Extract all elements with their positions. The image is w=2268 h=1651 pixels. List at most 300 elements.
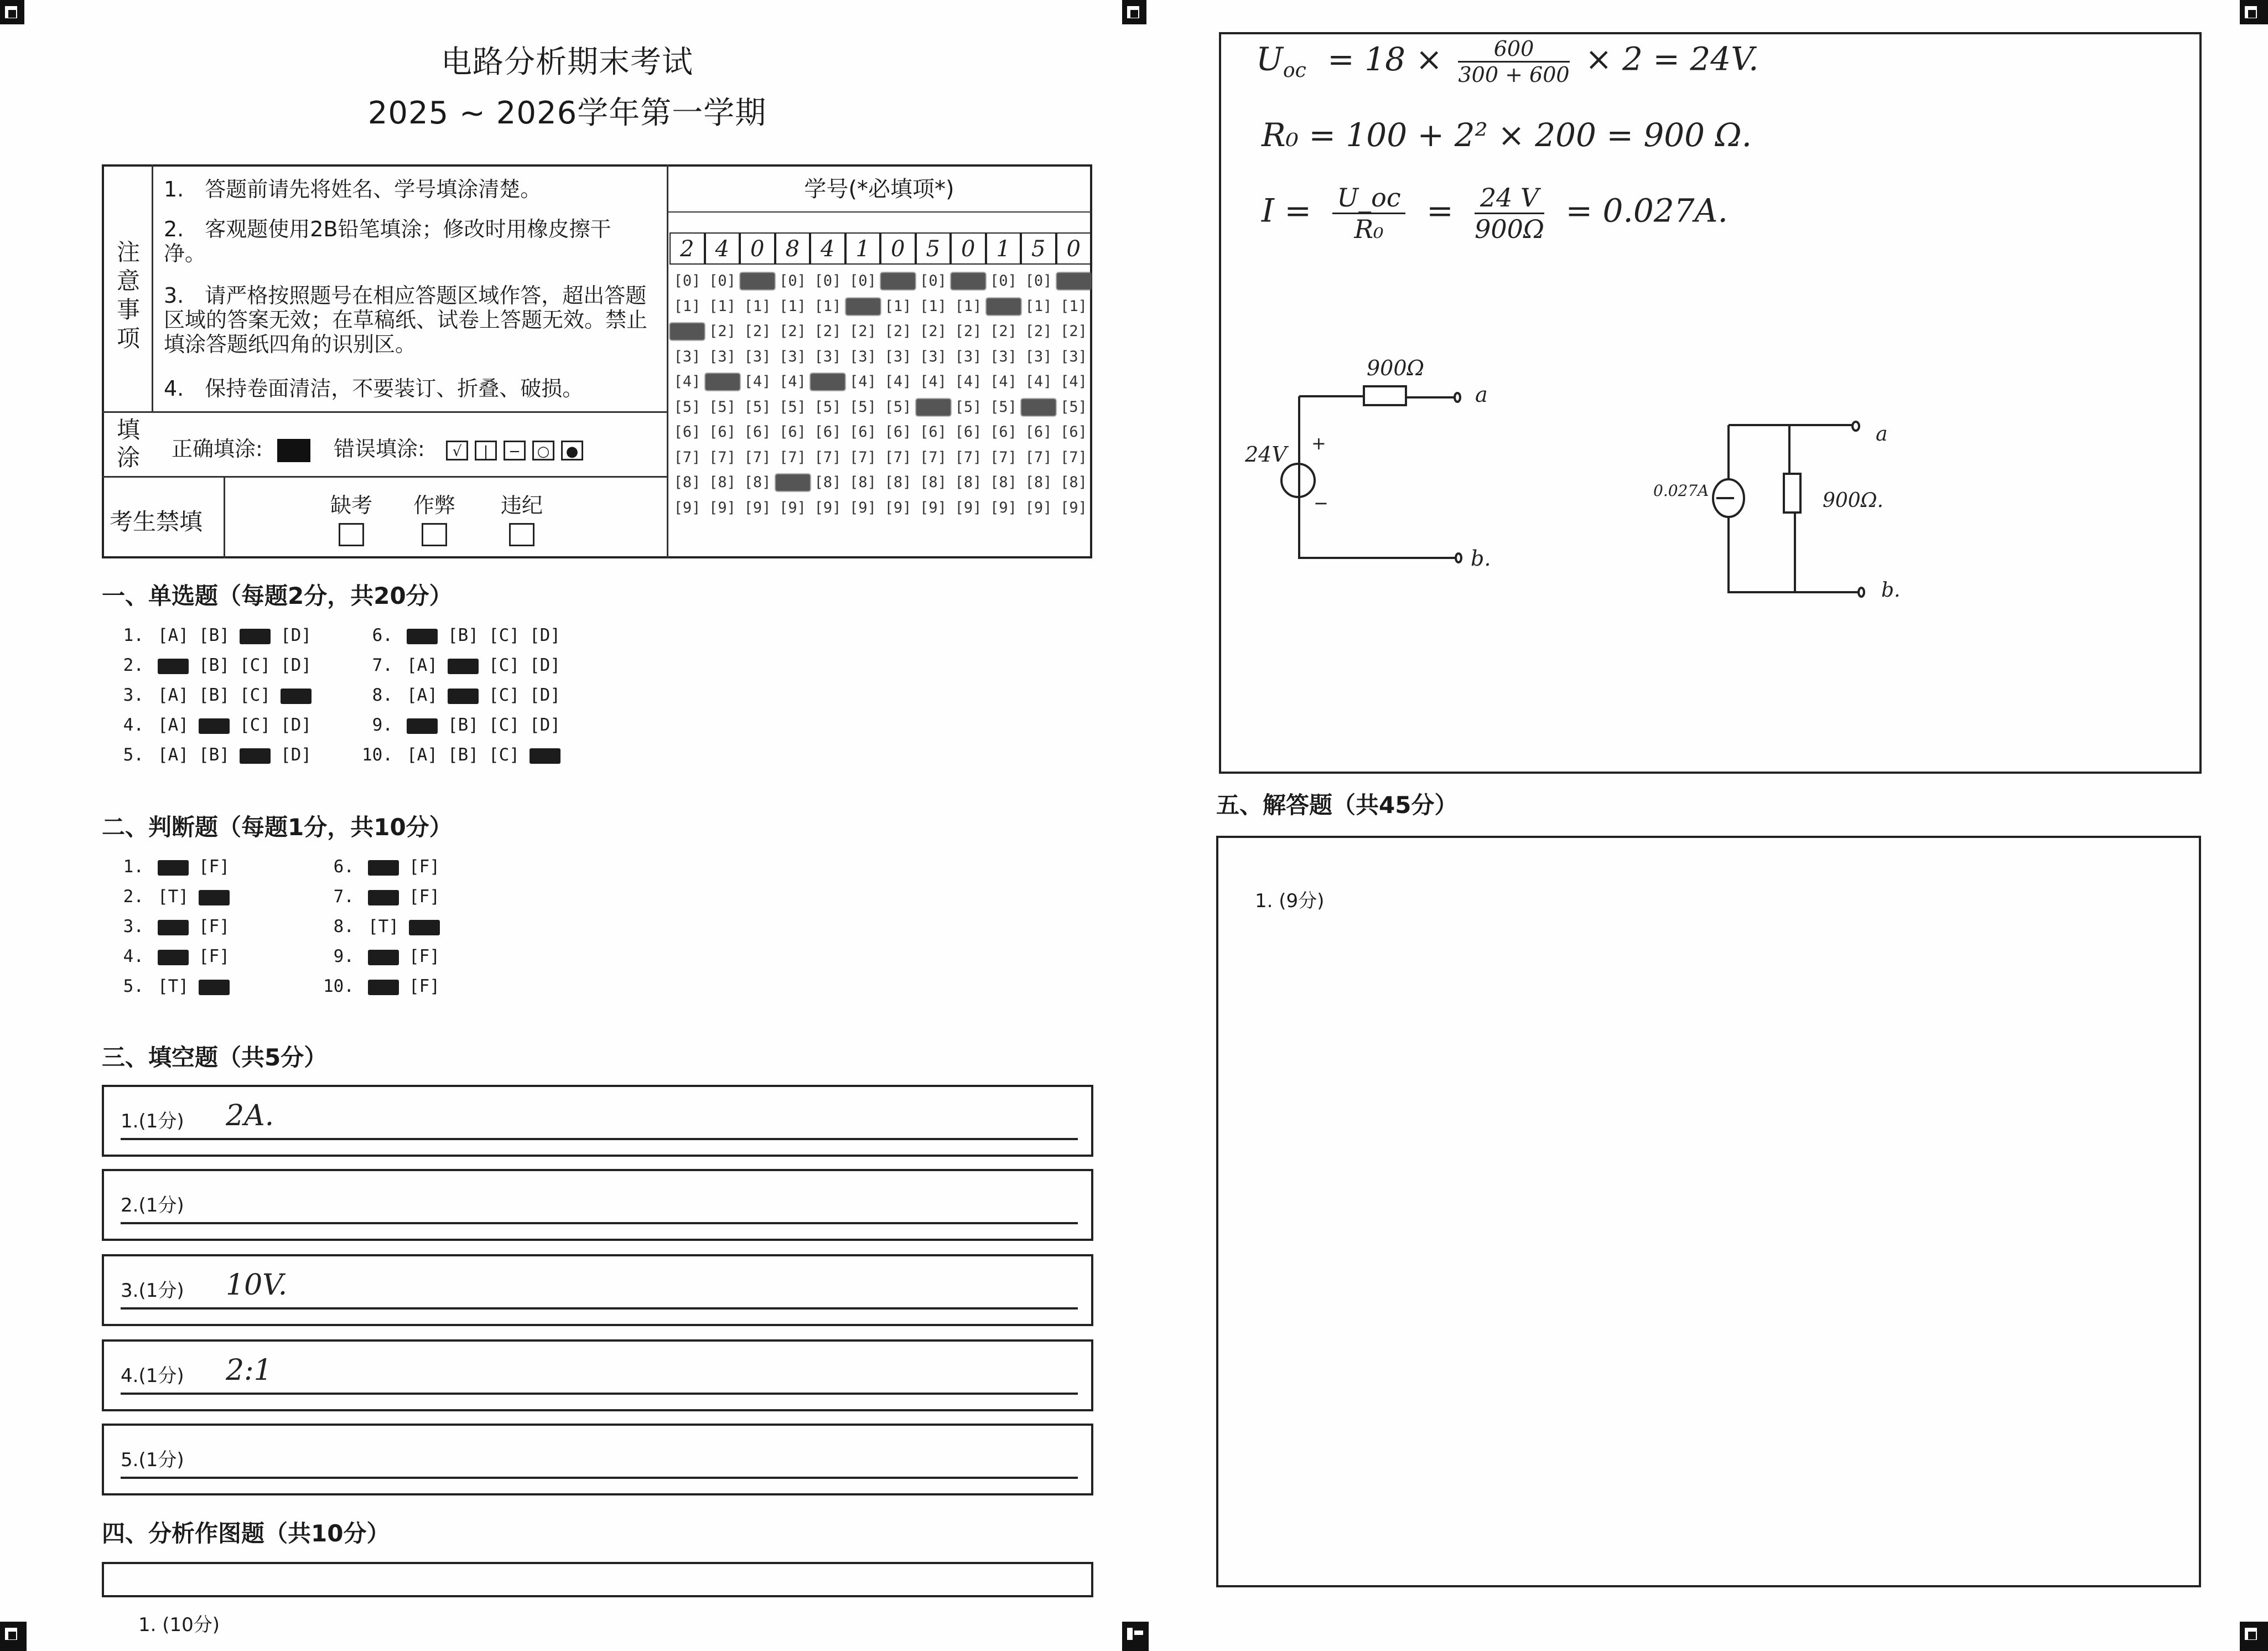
single-choice-question <box>105 715 316 735</box>
student-id-bubble[interactable]: [6] <box>954 423 982 441</box>
student-id-bubble[interactable]: [6] <box>849 423 876 441</box>
true-false-option-f[interactable]: [F] <box>409 887 440 907</box>
single-choice-option-b[interactable]: [B] <box>199 685 230 705</box>
single-choice-option-a-selected[interactable] <box>407 718 438 734</box>
student-id-bubble[interactable]: [5] <box>884 398 912 416</box>
student-id-bubble-filled[interactable] <box>1056 272 1092 290</box>
circuit1-terminal-b <box>1456 553 1461 562</box>
single-choice-number: 5. <box>123 745 144 765</box>
true-false-option-f[interactable]: [F] <box>409 857 440 877</box>
student-id-bubble[interactable]: [1] <box>920 297 947 315</box>
true-false-option-t-selected[interactable] <box>158 920 189 935</box>
single-choice-option-c[interactable]: [C] <box>489 655 520 675</box>
student-id-bubble[interactable]: [9] <box>673 499 701 516</box>
student-id-bubble[interactable]: [8] <box>709 474 736 491</box>
true-false-option-f[interactable]: [F] <box>199 857 230 877</box>
student-id-bubble[interactable]: [1] <box>709 297 736 315</box>
norton-circuit-diagram <box>1638 398 1948 609</box>
true-false-question <box>315 857 445 877</box>
single-choice-option-c[interactable]: [C] <box>489 745 520 765</box>
student-id-bubble[interactable]: [2] <box>779 323 806 340</box>
student-id-bubble[interactable]: [1] <box>744 297 771 315</box>
fill-blank-item[interactable] <box>102 1085 1093 1157</box>
circuit1-resistor-label: 900Ω <box>1367 356 1425 380</box>
student-id-bubble[interactable]: [0] <box>920 272 947 289</box>
student-id-bubble[interactable]: [4] <box>673 373 701 390</box>
proctor-absent: 缺考 <box>321 488 382 546</box>
student-id-bubble[interactable]: [2] <box>884 323 912 340</box>
wrong-fill-bar-icon: | <box>475 441 497 460</box>
wrong-fill-circle-icon: ○ <box>532 441 554 460</box>
single-choice-number: 6. <box>372 625 393 645</box>
student-id-bubbles <box>669 272 1091 549</box>
single-choice-option-b-selected[interactable] <box>199 718 230 734</box>
student-id-digit[interactable]: 0 <box>951 232 986 265</box>
fill-blank-label: 2.(1分) <box>121 1194 184 1217</box>
true-false-option-f-selected[interactable] <box>409 920 440 935</box>
true-false-option-t[interactable]: [T] <box>368 917 399 936</box>
single-choice-area <box>105 625 603 769</box>
student-id-bubble[interactable]: [8] <box>673 474 701 491</box>
true-false-question <box>315 976 445 996</box>
student-id-bubble[interactable]: [3] <box>990 348 1017 365</box>
true-false-number: 3. <box>123 917 144 936</box>
circuit2-resistor-label: 900Ω. <box>1823 489 1884 512</box>
true-false-option-f-selected[interactable] <box>199 890 230 905</box>
wrong-fill-check-icon: √ <box>446 441 468 460</box>
single-choice-option-c-selected[interactable] <box>240 629 271 644</box>
single-choice-option-d[interactable]: [D] <box>530 685 560 705</box>
student-id-bubble[interactable]: [7] <box>1025 448 1052 466</box>
student-id-bubble[interactable]: [2] <box>849 323 876 340</box>
single-choice-number: 2. <box>123 655 144 675</box>
circuit2-node-a: a <box>1876 423 1888 446</box>
single-choice-option-a-selected[interactable] <box>407 629 438 644</box>
student-id-bubble[interactable]: [1] <box>1025 297 1052 315</box>
fill-blank-item[interactable] <box>102 1339 1093 1411</box>
wrong-fill-dash-icon: − <box>504 441 526 460</box>
single-choice-option-b[interactable]: [B] <box>448 745 479 765</box>
true-false-option-t-selected[interactable] <box>368 950 399 965</box>
true-false-number: 9. <box>333 946 354 966</box>
student-id-bubble[interactable]: [9] <box>814 499 842 516</box>
essay-answer-box[interactable] <box>1216 836 2201 1587</box>
single-choice-title: 一、单选题（每题2分，共20分） <box>102 582 453 609</box>
fill-blank-item[interactable] <box>102 1424 1093 1495</box>
student-id-bubble[interactable]: [3] <box>954 348 982 365</box>
student-id-bubble[interactable]: [0] <box>779 272 806 289</box>
student-id-bubble[interactable]: [9] <box>709 499 736 516</box>
single-choice-option-a[interactable]: [A] <box>158 625 189 645</box>
true-false-option-t-selected[interactable] <box>158 860 189 876</box>
corner-marker-bottom-right <box>2240 1622 2268 1651</box>
single-choice-number: 9. <box>372 715 393 735</box>
true-false-question <box>105 976 235 996</box>
student-id-bubble-filled[interactable] <box>705 373 740 391</box>
student-id-digit[interactable]: 1 <box>845 232 881 265</box>
single-choice-option-c[interactable]: [C] <box>489 625 520 645</box>
single-choice-option-d[interactable]: [D] <box>281 745 312 765</box>
student-id-bubble[interactable]: [6] <box>709 423 736 441</box>
student-id-bubble[interactable]: [1] <box>814 297 842 315</box>
student-id-bubble[interactable]: [2] <box>744 323 771 340</box>
single-choice-number: 4. <box>123 715 144 735</box>
student-id-bubble[interactable]: [6] <box>1060 423 1087 441</box>
student-id-bubble[interactable]: [6] <box>744 423 771 441</box>
student-id-bubble[interactable]: [2] <box>814 323 842 340</box>
student-id-bubble[interactable]: [9] <box>990 499 1017 516</box>
student-id-digit[interactable]: 5 <box>916 232 951 265</box>
student-id-bubble[interactable]: [2] <box>920 323 947 340</box>
student-id-bubble[interactable]: [2] <box>1025 323 1052 340</box>
true-false-option-f[interactable]: [F] <box>199 946 230 966</box>
student-id-bubble[interactable]: [8] <box>1060 474 1087 491</box>
fill-guide-side-label: 填 涂 <box>116 416 140 471</box>
single-choice-option-d[interactable]: [D] <box>281 715 312 735</box>
true-false-number: 10. <box>323 976 354 996</box>
student-id-bubble[interactable]: [8] <box>1025 474 1052 491</box>
circuit2-node-b: b. <box>1881 579 1901 602</box>
student-id-bubble[interactable]: [7] <box>673 448 701 466</box>
student-id-bubble[interactable]: [4] <box>779 373 806 390</box>
student-id-bubble[interactable]: [1] <box>884 297 912 315</box>
single-choice-option-d-selected[interactable] <box>530 748 560 764</box>
student-id-bubble[interactable]: [7] <box>1060 448 1087 466</box>
proctor-violation-checkbox[interactable] <box>509 523 534 546</box>
single-choice-option-d[interactable]: [D] <box>530 625 560 645</box>
notice-item-4: 4. 保持卷面清洁，不要装订、折叠、破损。 <box>164 376 584 401</box>
true-false-option-t-selected[interactable] <box>158 950 189 965</box>
student-id-digit[interactable]: 1 <box>986 232 1021 265</box>
student-id-bubble[interactable]: [6] <box>920 423 947 441</box>
single-choice-option-a[interactable]: [A] <box>158 685 189 705</box>
student-id-bubble[interactable]: [6] <box>779 423 806 441</box>
fill-blank-answer[interactable]: 2:1 <box>226 1354 272 1387</box>
exam-term: 2025 ~ 2026学年第一学期 <box>367 95 767 131</box>
fill-blank-answer[interactable]: 10V. <box>226 1269 288 1302</box>
single-choice-option-d[interactable]: [D] <box>530 715 560 735</box>
student-id-bubble[interactable]: [6] <box>814 423 842 441</box>
student-id-bubble[interactable]: [1] <box>673 297 701 315</box>
fill-guide-row <box>172 432 590 462</box>
student-id-bubble[interactable]: [5] <box>814 398 842 416</box>
single-choice-option-c[interactable]: [C] <box>240 715 271 735</box>
single-choice-option-d[interactable]: [D] <box>281 655 312 675</box>
student-id-bubble[interactable]: [3] <box>1025 348 1052 365</box>
student-id-digit[interactable]: 2 <box>669 232 705 265</box>
single-choice-option-a[interactable]: [A] <box>407 655 438 675</box>
true-false-option-t-selected[interactable] <box>368 860 399 876</box>
student-id-bubble[interactable]: [8] <box>990 474 1017 491</box>
student-id-bubble[interactable]: [1] <box>779 297 806 315</box>
formula-uoc: $U_{oc} = 18$ × $\frac{600}{300 + 600}$ × 2 = 24V. <box>1256 37 1759 87</box>
circuit1-minus: − <box>1314 493 1328 514</box>
student-id-bubble[interactable]: [1] <box>1060 297 1087 315</box>
student-id-bubble[interactable]: [6] <box>990 423 1017 441</box>
student-id-bubble[interactable]: [3] <box>673 348 701 365</box>
true-false-number: 1. <box>123 857 144 877</box>
single-choice-option-a[interactable]: [A] <box>407 745 438 765</box>
single-choice-question <box>105 685 316 705</box>
student-id-bubble[interactable]: [9] <box>884 499 912 516</box>
student-id-digits <box>669 232 1091 267</box>
single-choice-number: 7. <box>372 655 393 675</box>
fill-blank-label: 1.(1分) <box>121 1110 184 1132</box>
true-false-number: 7. <box>333 887 354 907</box>
student-id-bubble[interactable]: [4] <box>1060 373 1087 390</box>
student-id-bubble[interactable]: [3] <box>920 348 947 365</box>
corner-marker-top-left <box>0 0 24 24</box>
student-id-digit[interactable]: 0 <box>880 232 916 265</box>
single-choice-option-d-selected[interactable] <box>281 689 312 704</box>
student-id-bubble[interactable]: [3] <box>744 348 771 365</box>
true-false-option-t[interactable]: [T] <box>158 887 189 907</box>
fill-blank-underline <box>121 1138 1078 1140</box>
true-false-number: 4. <box>123 946 144 966</box>
student-id-bubble[interactable]: [0] <box>1025 272 1052 289</box>
single-choice-option-c-selected[interactable] <box>240 748 271 764</box>
single-choice-option-a[interactable]: [A] <box>158 715 189 735</box>
student-id-bubble-filled[interactable] <box>951 272 986 290</box>
student-id-bubble-filled[interactable] <box>880 272 916 290</box>
student-id-bubble[interactable]: [4] <box>954 373 982 390</box>
true-false-number: 2. <box>123 887 144 907</box>
student-id-bubble[interactable]: [7] <box>849 448 876 466</box>
essay-title: 五、解答题（共45分） <box>1216 791 1458 819</box>
fill-blank-underline <box>121 1393 1078 1395</box>
student-id-bubble[interactable]: [9] <box>1060 499 1087 516</box>
single-choice-question <box>105 625 316 645</box>
student-id-bubble[interactable]: [4] <box>744 373 771 390</box>
proctor-cheating-checkbox[interactable] <box>422 523 447 546</box>
single-choice-number: 8. <box>372 685 393 705</box>
student-id-bubble[interactable]: [7] <box>990 448 1017 466</box>
circuit1-node-b: b. <box>1471 546 1491 571</box>
wrong-fill-dot-icon: ● <box>561 441 583 460</box>
true-false-option-f[interactable]: [F] <box>409 946 440 966</box>
single-choice-option-a[interactable]: [A] <box>158 745 189 765</box>
single-choice-question <box>354 745 565 765</box>
true-false-question <box>105 917 235 936</box>
student-id-bubble[interactable]: [7] <box>779 448 806 466</box>
single-choice-option-c[interactable]: [C] <box>240 655 271 675</box>
student-id-bubble[interactable]: [7] <box>709 448 736 466</box>
fill-blank-answer[interactable]: 2A. <box>226 1099 274 1132</box>
proctor-cheating: 作弊 <box>404 488 465 546</box>
student-id-bubble[interactable]: [5] <box>990 398 1017 416</box>
fill-blank-label: 3.(1分) <box>121 1280 184 1302</box>
single-choice-question <box>105 745 316 765</box>
true-false-question <box>105 857 235 877</box>
student-id-bubble[interactable]: [5] <box>744 398 771 416</box>
student-id-bubble[interactable]: [7] <box>744 448 771 466</box>
student-id-bubble[interactable]: [2] <box>954 323 982 340</box>
student-id-bubble[interactable]: [1] <box>954 297 982 315</box>
student-id-bubble[interactable]: [4] <box>990 373 1017 390</box>
exam-title: 电路分析期末考试 <box>441 44 693 80</box>
student-id-bubble[interactable]: [4] <box>884 373 912 390</box>
fill-blank-item[interactable] <box>102 1254 1093 1326</box>
student-id-bubble[interactable]: [2] <box>709 323 736 340</box>
student-id-bubble[interactable]: [3] <box>779 348 806 365</box>
student-id-bubble[interactable]: [0] <box>709 272 736 289</box>
corner-marker-top-center <box>1122 0 1146 24</box>
student-id-digit[interactable]: 0 <box>740 232 775 265</box>
formula-current: I = $\frac{U\_oc}{\text{R₀}}$ = $\frac{24 V}{900\Omega}$ = 0.027A. <box>1262 183 1728 244</box>
essay-q1-label: 1. (9分) <box>1255 890 1325 912</box>
fill-blank-underline <box>121 1222 1078 1224</box>
student-id-bubble[interactable]: [6] <box>884 423 912 441</box>
analysis-q1-label: 1. (10分) <box>138 1614 220 1636</box>
student-id-bubble[interactable]: [2] <box>1060 323 1087 340</box>
student-id-bubble[interactable]: [4] <box>849 373 876 390</box>
single-choice-option-b[interactable]: [B] <box>448 715 479 735</box>
single-choice-number: 3. <box>123 685 144 705</box>
proctor-absent-checkbox[interactable] <box>339 523 364 546</box>
circuit1-resistor <box>1364 386 1406 405</box>
student-id-bubble[interactable]: [6] <box>673 423 701 441</box>
student-id-bubble[interactable]: [3] <box>849 348 876 365</box>
student-id-bubble[interactable]: [4] <box>920 373 947 390</box>
student-id-bubble[interactable]: [3] <box>709 348 736 365</box>
student-id-bubble-filled[interactable] <box>986 298 1021 315</box>
student-id-bubble[interactable]: [5] <box>673 398 701 416</box>
true-false-option-f[interactable]: [F] <box>199 917 230 936</box>
true-false-option-t-selected[interactable] <box>368 980 399 995</box>
student-id-bubble[interactable]: [7] <box>920 448 947 466</box>
true-false-option-f[interactable]: [F] <box>409 976 440 996</box>
student-id-bubble-filled[interactable] <box>775 474 811 491</box>
true-false-title: 二、判断题（每题1分，共10分） <box>102 814 453 841</box>
student-id-bubble[interactable]: [8] <box>884 474 912 491</box>
student-id-bubble[interactable]: [9] <box>849 499 876 516</box>
student-id-bubble-filled[interactable] <box>845 298 881 315</box>
student-id-bubble[interactable]: [3] <box>884 348 912 365</box>
student-id-bubble[interactable]: [5] <box>1060 398 1087 416</box>
circuit2-source-label: 0.027A <box>1653 482 1709 500</box>
student-id-bubble[interactable]: [5] <box>849 398 876 416</box>
student-id-bubble-filled[interactable] <box>669 323 705 340</box>
student-id-bubble[interactable]: [8] <box>954 474 982 491</box>
true-false-question <box>105 946 235 966</box>
student-id-bubble[interactable]: [7] <box>954 448 982 466</box>
student-id-bubble-filled[interactable] <box>916 398 951 416</box>
single-choice-option-a-selected[interactable] <box>158 659 189 674</box>
true-false-question <box>315 917 445 936</box>
single-choice-option-b[interactable]: [B] <box>199 745 230 765</box>
single-choice-question <box>354 715 565 735</box>
student-id-bubble[interactable]: [5] <box>954 398 982 416</box>
fill-blank-title: 三、填空题（共5分） <box>102 1044 328 1071</box>
student-id-bubble[interactable]: [0] <box>990 272 1017 289</box>
student-id-bubble[interactable]: [0] <box>814 272 842 289</box>
student-id-digit[interactable]: 8 <box>775 232 811 265</box>
true-false-option-t[interactable]: [T] <box>158 976 189 996</box>
fill-blank-label: 5.(1分) <box>121 1449 184 1471</box>
single-choice-option-b[interactable]: [B] <box>448 625 479 645</box>
single-choice-option-c[interactable]: [C] <box>489 685 520 705</box>
circuit1-wire-left-bottom <box>1299 396 1455 558</box>
single-choice-question <box>105 655 316 675</box>
fill-blank-underline <box>121 1307 1078 1310</box>
student-id-bubble[interactable]: [8] <box>814 474 842 491</box>
single-choice-option-d[interactable]: [D] <box>281 625 312 645</box>
student-id-bubble[interactable]: [9] <box>779 499 806 516</box>
single-choice-option-b[interactable]: [B] <box>199 655 230 675</box>
single-choice-question <box>354 685 565 705</box>
notice-item-3: 3. 请严格按照题号在相应答题区域作答，超出答题区域的答案无效；在草稿纸、试卷上答题无效。禁止填涂答题纸四角的识别区。 <box>164 283 648 356</box>
student-id-bubble[interactable]: [9] <box>744 499 771 516</box>
fill-blank-item[interactable] <box>102 1169 1093 1241</box>
student-id-bubble[interactable]: [8] <box>849 474 876 491</box>
student-id-bubble[interactable]: [6] <box>1025 423 1052 441</box>
student-id-bubble[interactable]: [9] <box>954 499 982 516</box>
student-id-bubble[interactable]: [7] <box>814 448 842 466</box>
student-id-bubble[interactable]: [0] <box>673 272 701 289</box>
student-id-bubble-filled[interactable] <box>1021 398 1056 416</box>
notice-side-label: 注 意 事 项 <box>116 239 140 352</box>
student-id-bubble[interactable]: [8] <box>920 474 947 491</box>
single-choice-option-b-selected[interactable] <box>448 659 479 674</box>
true-false-number: 8. <box>333 917 354 936</box>
student-id-digit[interactable]: 4 <box>810 232 845 265</box>
student-id-digit[interactable]: 0 <box>1056 232 1092 265</box>
true-false-option-t-selected[interactable] <box>368 890 399 905</box>
student-id-bubble[interactable]: [9] <box>920 499 947 516</box>
analysis-title: 四、分析作图题（共10分） <box>102 1520 390 1547</box>
single-choice-question <box>354 655 565 675</box>
circuit2-terminal-a <box>1852 422 1859 431</box>
single-choice-option-b[interactable]: [B] <box>199 625 230 645</box>
corner-marker-top-right <box>2240 0 2268 24</box>
single-choice-option-c[interactable]: [C] <box>489 715 520 735</box>
circuit2-terminal-b <box>1859 588 1864 597</box>
circuit1-node-a: a <box>1475 382 1488 407</box>
single-choice-option-d[interactable]: [D] <box>530 655 560 675</box>
student-id-bubble[interactable]: [8] <box>744 474 771 491</box>
student-id-digit[interactable]: 4 <box>705 232 740 265</box>
fill-blank-label: 4.(1分) <box>121 1365 184 1387</box>
formula-r0: R₀ = 100 + 2² × 200 = 900 Ω. <box>1262 116 1752 154</box>
student-id-bubble[interactable]: [4] <box>1025 373 1052 390</box>
student-id-bubble-filled[interactable] <box>810 373 845 391</box>
true-false-number: 5. <box>123 976 144 996</box>
student-id-bubble[interactable]: [0] <box>849 272 876 289</box>
single-choice-option-c[interactable]: [C] <box>240 685 271 705</box>
student-id-bubble[interactable]: [7] <box>884 448 912 466</box>
student-id-bubble[interactable]: [9] <box>1025 499 1052 516</box>
notice-item-2: 2. 客观题使用2B铅笔填涂；修改时用橡皮擦干净。 <box>164 217 611 266</box>
single-choice-number: 10. <box>362 745 393 765</box>
thevenin-circuit-diagram <box>1234 327 1621 581</box>
student-id-bubble[interactable]: [3] <box>1060 348 1087 365</box>
single-choice-option-a[interactable]: [A] <box>407 685 438 705</box>
student-id-bubble[interactable]: [3] <box>814 348 842 365</box>
student-id-bubble[interactable]: [5] <box>709 398 736 416</box>
proctor-label: 考生禁填 <box>110 508 203 535</box>
wrong-fill-label: 错误填涂: <box>334 437 425 461</box>
student-id-bubble[interactable]: [5] <box>779 398 806 416</box>
single-choice-question <box>354 625 565 645</box>
true-false-option-f-selected[interactable] <box>199 980 230 995</box>
student-id-bubble-filled[interactable] <box>740 272 775 290</box>
single-choice-option-b-selected[interactable] <box>448 689 479 704</box>
correct-fill-label: 正确填涂: <box>172 437 263 461</box>
true-false-number: 6. <box>333 857 354 877</box>
student-id-bubble[interactable]: [2] <box>990 323 1017 340</box>
student-id-digit[interactable]: 5 <box>1021 232 1056 265</box>
fill-blank-underline <box>121 1477 1078 1479</box>
